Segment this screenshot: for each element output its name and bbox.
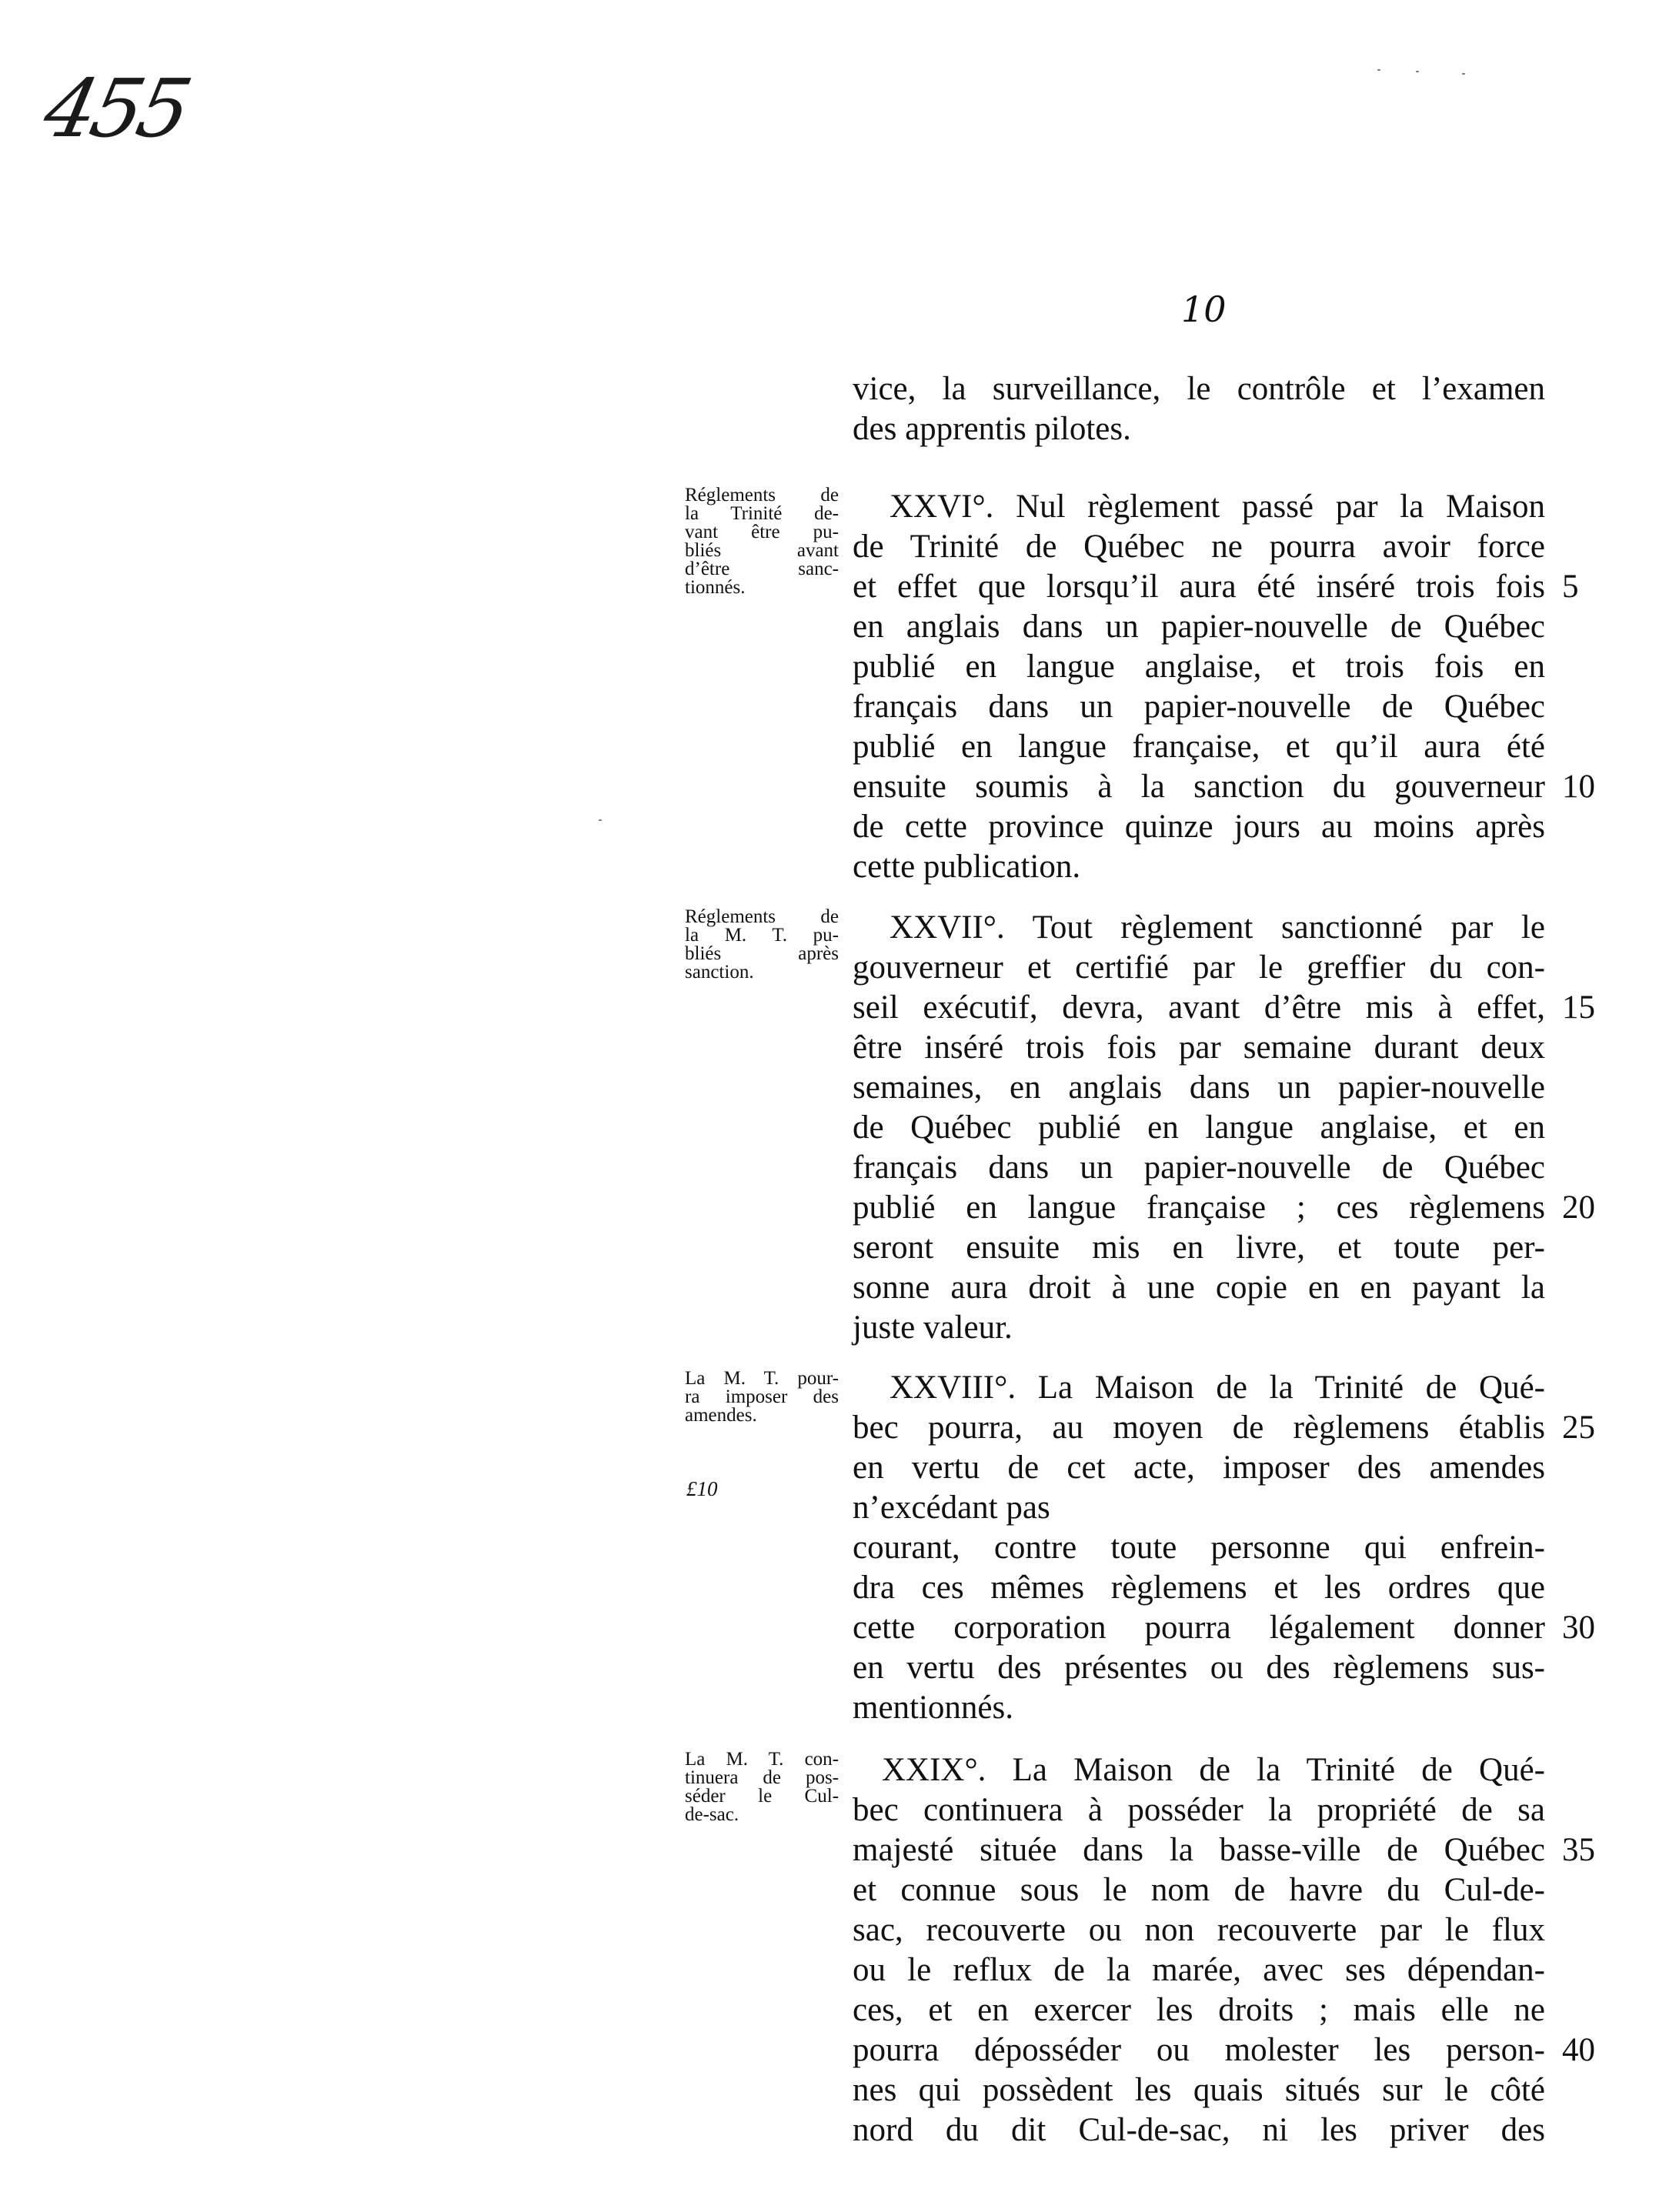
margin-note-line: ra imposer des — [685, 1386, 839, 1407]
page-number: 10 — [1181, 289, 1227, 330]
text-line: ensuite soumis à la sanction du gouverneur — [853, 769, 1545, 805]
text-line: ces, et en exercer les droits ; mais elle ne — [853, 1992, 1545, 2028]
text-line: pourra déposséder ou molester les person- — [853, 2032, 1545, 2068]
handwritten-folio-number: 455 — [36, 62, 195, 155]
text-line: et connue sous le nom de havre du Cul-de- — [853, 1872, 1545, 1908]
margin-note — [685, 486, 839, 597]
margin-note-line: la M. T. pu- — [685, 925, 839, 946]
line-number: 40 — [1562, 2032, 1595, 2068]
section-heading-line: XXVI°. Nul règlement passé par la Maison — [890, 489, 1545, 525]
scan-speck — [1462, 73, 1465, 75]
line-number: 10 — [1562, 769, 1595, 805]
margin-note-line: d’être sanc- — [685, 559, 839, 579]
margin-note-line: de-sac. — [685, 1804, 739, 1825]
margin-note-line: tionnés. — [685, 577, 746, 598]
margin-note-line: La M. T. pour- — [685, 1368, 839, 1389]
text-line: publié en langue française ; ces règlemens — [853, 1189, 1545, 1226]
text-line: bec pourra, au moyen de règlemens établis — [853, 1410, 1545, 1446]
text-line: et effet que lorsqu’il aura été inséré trois fois — [853, 569, 1545, 605]
margin-note — [685, 908, 839, 982]
scan-speck — [599, 819, 602, 821]
text-line: bec continuera à posséder la propriété de sa — [853, 1792, 1545, 1828]
margin-note-line: Réglements de — [685, 485, 839, 505]
margin-note-line: tinuera de pos- — [685, 1767, 839, 1788]
margin-note-line: bliés après — [685, 943, 839, 964]
margin-note-line: amendes. — [685, 1405, 757, 1426]
margin-amount: £10 — [686, 1477, 718, 1500]
text-line: ou le reflux de la marée, avec ses dépendan- — [853, 1952, 1545, 1988]
line-number: 30 — [1562, 1610, 1595, 1646]
scan-speck — [1416, 71, 1419, 72]
text-line: français dans un papier-nouvelle de Québec — [853, 689, 1545, 725]
line-number: 35 — [1562, 1832, 1595, 1868]
text-line: sac, recouverte ou non recouverte par le flux — [853, 1912, 1545, 1948]
text-line: vice, la surveillance, le contrôle et l’examen — [853, 371, 1545, 407]
text-line: être inséré trois fois par semaine durant deux — [853, 1029, 1545, 1066]
text-line: de Québec publié en langue anglaise, et en — [853, 1109, 1545, 1146]
margin-note-line: vant être pu- — [685, 522, 839, 542]
line-number: 20 — [1562, 1189, 1595, 1226]
margin-note-line: séder le Cul- — [685, 1786, 839, 1807]
text-line: en anglais dans un papier-nouvelle de Québec — [853, 609, 1545, 645]
margin-note-line: la Trinité de- — [685, 503, 839, 524]
text-line: juste valeur. — [853, 1310, 1013, 1346]
scan-speck — [1377, 69, 1380, 71]
text-line: courant, contre toute personne qui enfrein- — [853, 1530, 1545, 1566]
text-line: sonne aura droit à une copie en en payant la — [853, 1269, 1545, 1306]
text-line: cette publication. — [853, 849, 1081, 885]
text-line: en vertu des présentes ou des règlemens sus- — [853, 1650, 1545, 1686]
text-line: des apprentis pilotes. — [853, 411, 1131, 447]
margin-note-line: bliés avant — [685, 540, 839, 561]
text-line: gouverneur et certifié par le greffier du con- — [853, 949, 1545, 986]
text-line: dra ces mêmes règlemens et les ordres que — [853, 1570, 1545, 1606]
line-number: 5 — [1562, 569, 1579, 605]
line-number: 15 — [1562, 989, 1595, 1026]
margin-note — [685, 1370, 839, 1425]
text-line: de cette province quinze jours au moins après — [853, 809, 1545, 845]
text-line: publié en langue anglaise, et trois fois en — [853, 649, 1545, 685]
text-line: publié en langue française, et qu’il aura été — [853, 729, 1545, 765]
margin-note-line: La M. T. con- — [685, 1749, 839, 1770]
section-heading-line: XXIX°. La Maison de la Trinité de Qué- — [882, 1752, 1545, 1788]
text-line: de Trinité de Québec ne pourra avoir force — [853, 529, 1545, 565]
text-line: mentionnés. — [853, 1690, 1013, 1726]
text-line: nes qui possèdent les quais situés sur le côté — [853, 2072, 1545, 2108]
text-line: semaines, en anglais dans un papier-nouvelle — [853, 1069, 1545, 1106]
line-number: 25 — [1562, 1410, 1595, 1446]
text-line: en vertu de cet acte, imposer des amendes — [853, 1450, 1545, 1486]
text-line: cette corporation pourra légalement donner — [853, 1610, 1545, 1646]
text-line: seront ensuite mis en livre, et toute per- — [853, 1229, 1545, 1266]
text-line: seil exécutif, devra, avant d’être mis à effet, — [853, 989, 1545, 1026]
text-line: majesté située dans la basse-ville de Québec — [853, 1832, 1545, 1868]
text-line: n’excédant pas — [853, 1490, 1050, 1526]
text-line: nord du dit Cul-de-sac, ni les priver des — [853, 2112, 1545, 2148]
section-heading-line: XXVII°. Tout règlement sanctionné par le — [890, 909, 1545, 946]
text-line: français dans un papier-nouvelle de Québec — [853, 1149, 1545, 1186]
margin-note-line: Réglements de — [685, 906, 839, 927]
margin-note — [685, 1750, 839, 1824]
margin-note-line: sanction. — [685, 962, 754, 983]
section-heading-line: XXVIII°. La Maison de la Trinité de Qué- — [890, 1370, 1545, 1406]
